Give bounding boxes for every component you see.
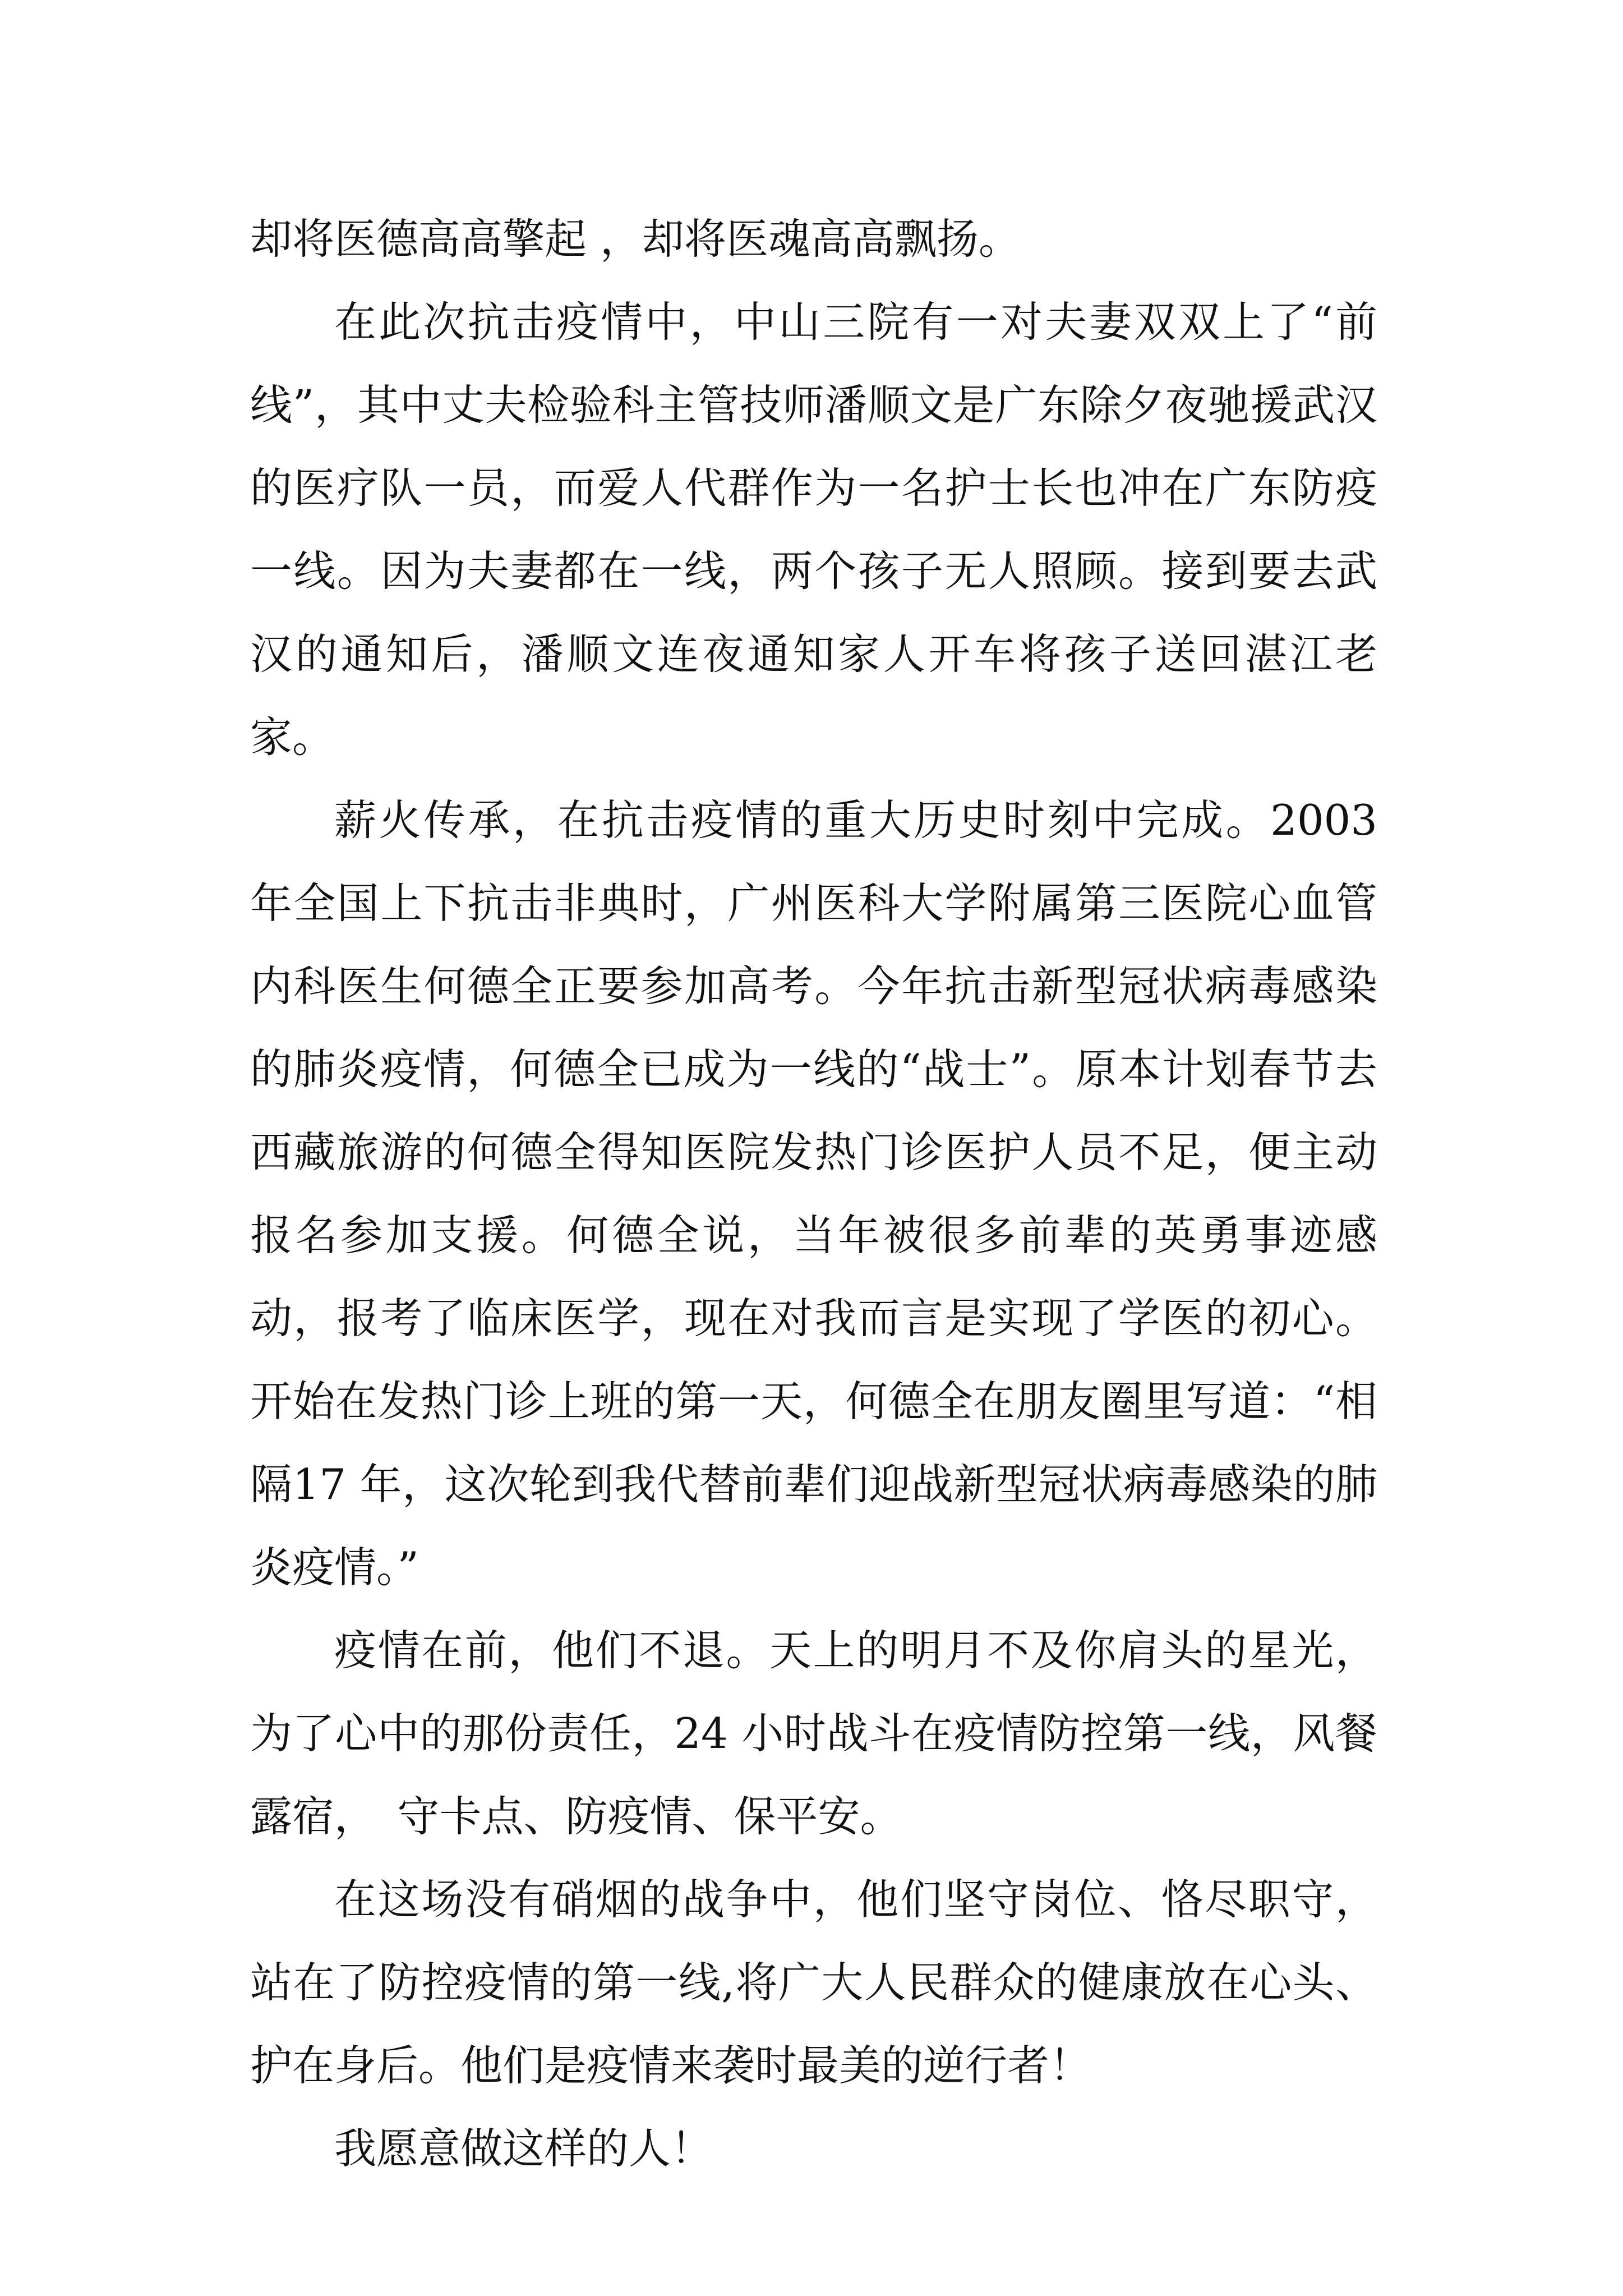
paragraph-conclusion: 我愿意做这样的人！ bbox=[334, 2124, 713, 2173]
paragraph-he-dequan-story: 薪火传承，在抗击疫情的重大历史时刻中完成。2003 年全国上下抗击非典时，广州医科大学附属第三医院心血管内科医生何德全正要参加高考。今年抗击新型冠状病毒感染的肺炎疫情，何德全已成为一线的“战士”。原本计划春节去西藏旅游的何德全得知医院发热门诊医护人员不足，便主动报名参加支援。何德全说，当年被很多前辈的英勇事迹感动，报考了临床医学，现在对我而言是实现了学医的初心。开始在发热门诊上班的第一天，何德全在朋友圈里写道：“相隔17 年，这次轮到我代替前辈们迎战新型冠状病毒感染的肺炎疫情。” bbox=[250, 795, 1377, 1592]
document-body bbox=[250, 197, 1377, 2190]
paragraph-no-smoke-war: 在这场没有硝烟的战争中，他们坚守岗位、恪尽职守，站在了防控疫情的第一线,将广大人民群众的健康放在心头、护在身后。他们是疫情来袭时最美的逆行者！ bbox=[250, 1875, 1377, 2090]
paragraph-couple-story: 在此次抗击疫情中，中山三院有一对夫妻双双上了“前线”，其中丈夫检验科主管技师潘顺文是广东除夕夜驰援武汉的医疗队一员，而爱人代群作为一名护士长也冲在广东防疫一线。因为夫妻都在一线，两个孩子无人照顾。接到要去武汉的通知后，潘顺文连夜通知家人开车将孩子送回湛江老家。 bbox=[250, 297, 1377, 762]
paragraph-frontline: 疫情在前，他们不退。天上的明月不及你肩头的星光，为了心中的那份责任，24 小时战斗在疫情防控第一线，风餐露宿， 守卡点、防疫情、保平安。 bbox=[250, 1626, 1377, 1841]
paragraph-continuation: 却将医德高高擎起 ，却将医魂高高飘扬。 bbox=[250, 214, 1021, 264]
